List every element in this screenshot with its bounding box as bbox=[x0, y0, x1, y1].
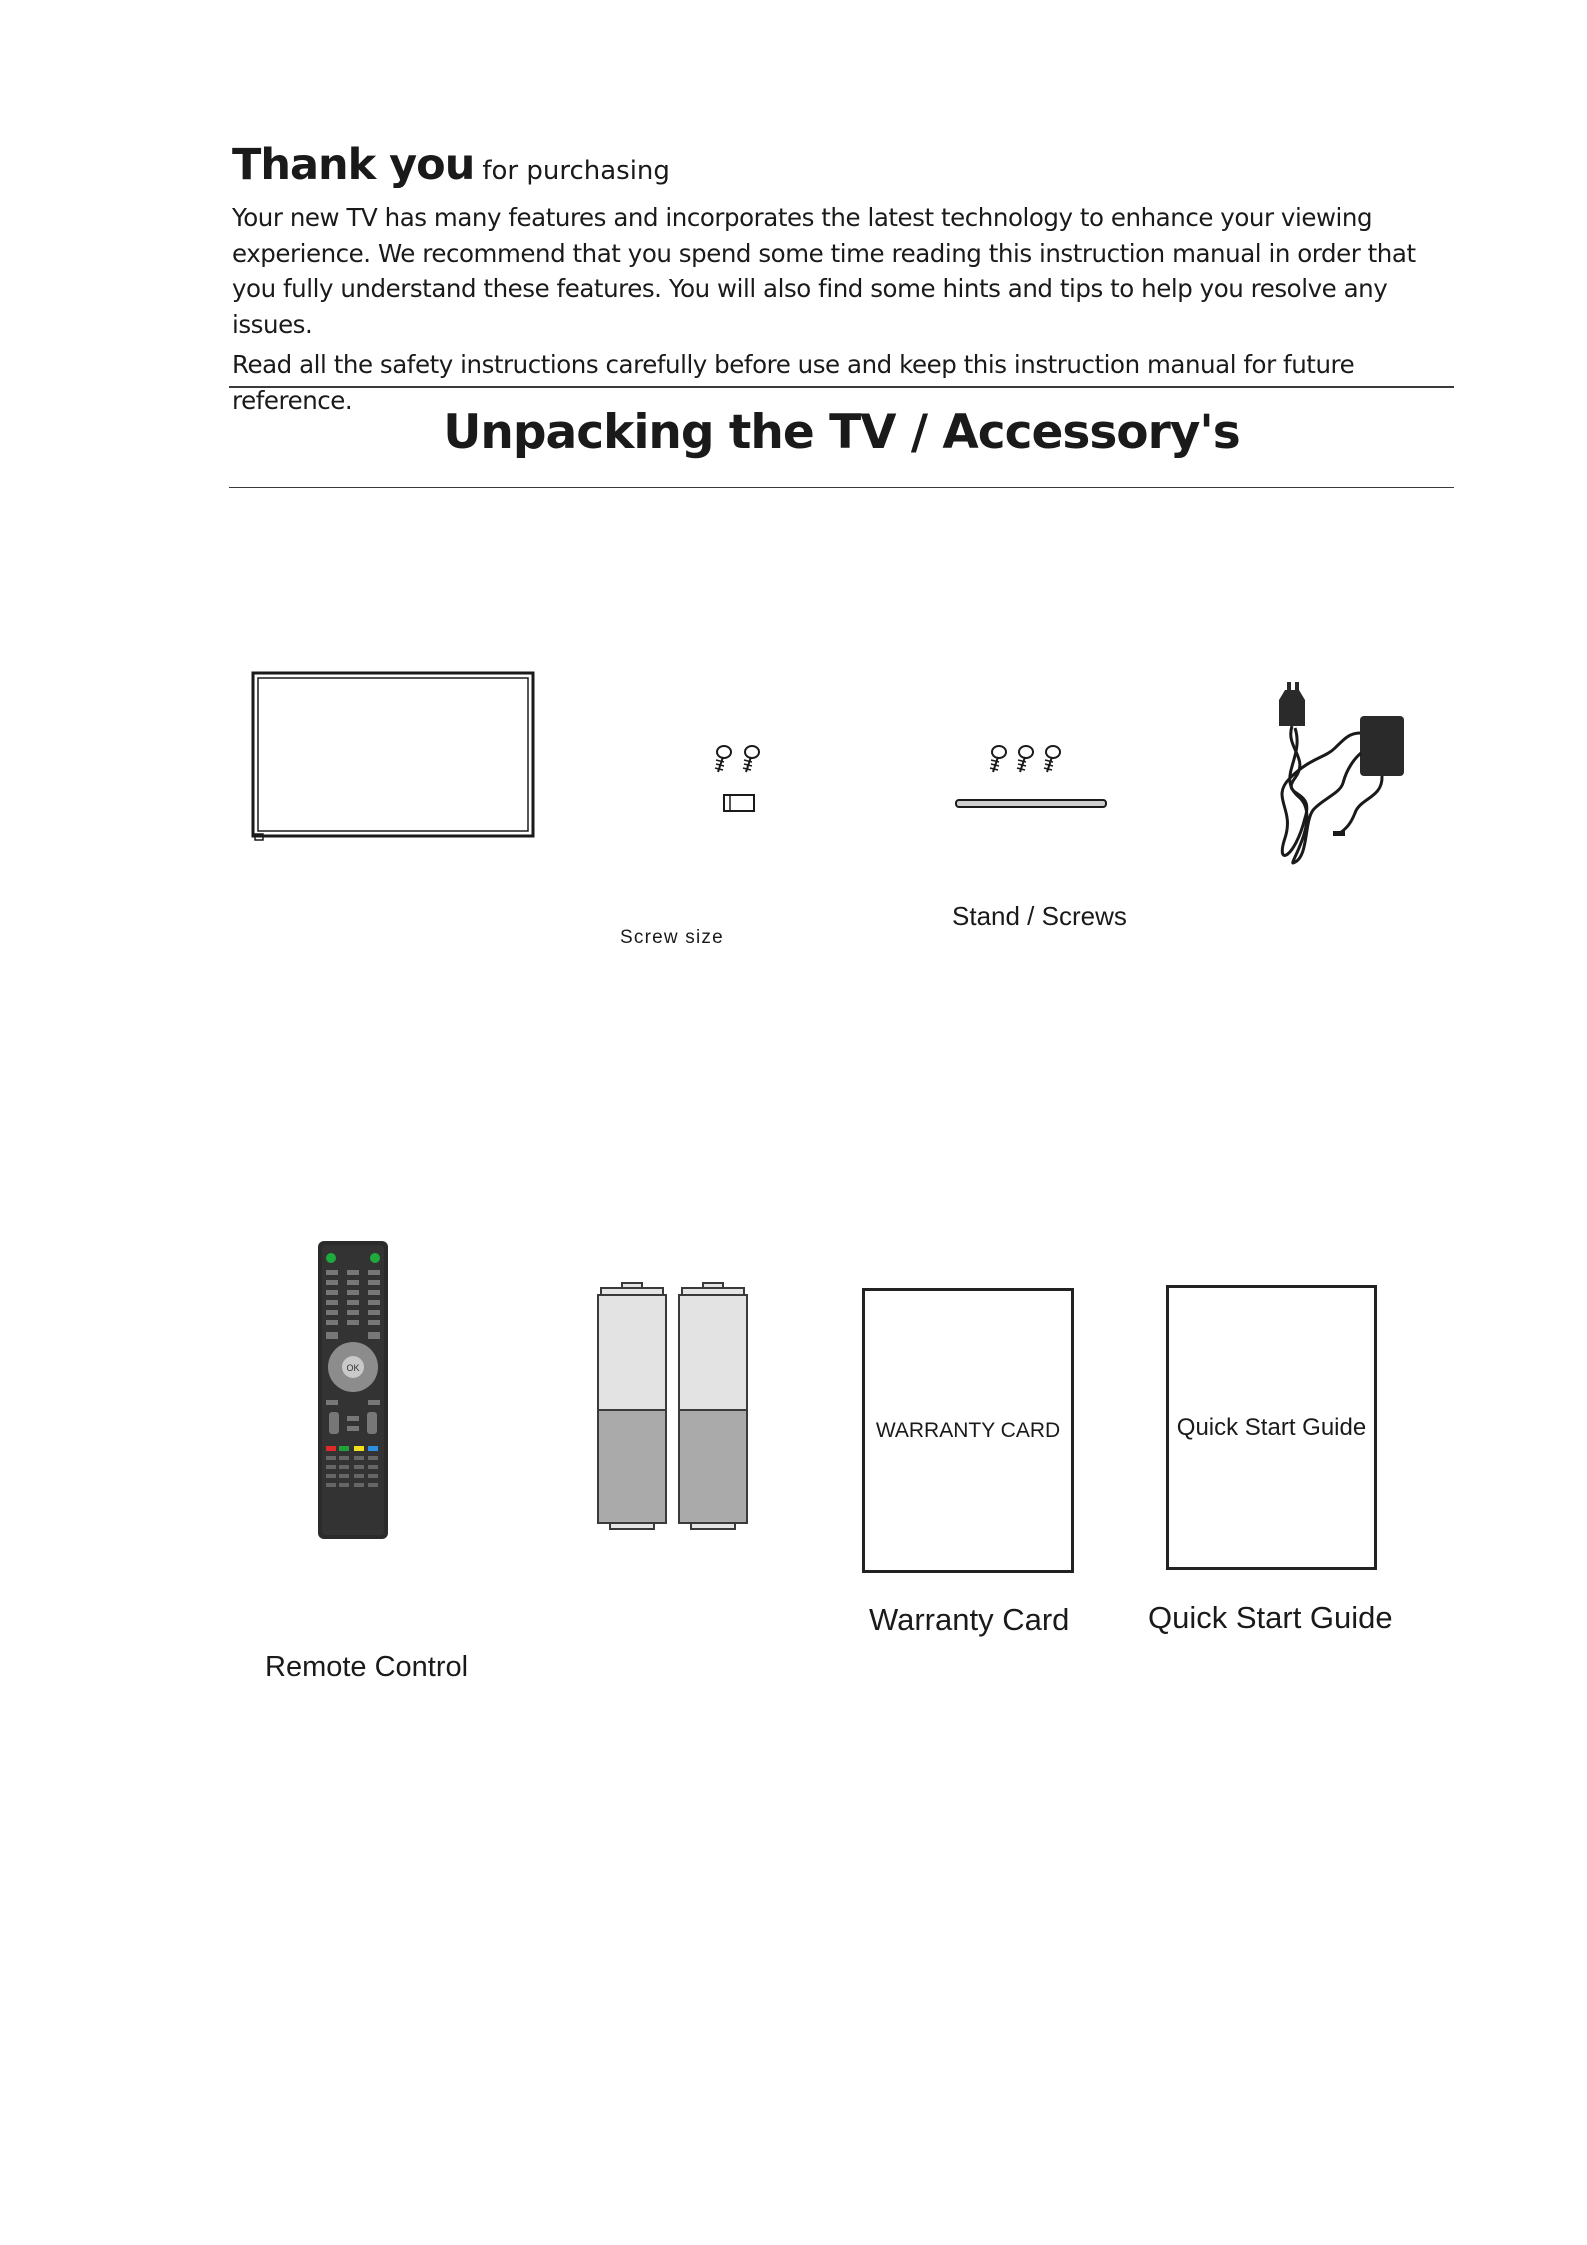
batteries-illustration bbox=[592, 1280, 756, 1536]
section-title: Unpacking the TV / Accessory's bbox=[443, 405, 1240, 460]
intro-paragraph: Your new TV has many features and incorporates the latest technology to enhance your viewing experience. We recommend that you spend some time reading this instruction manual in order that you fully understand these features. You will also find some hints and tips to help you resolve any issues. bbox=[232, 203, 1416, 339]
screw-size-label: Screw size bbox=[620, 927, 724, 948]
stand-screws-illustration bbox=[953, 738, 1113, 818]
warranty-card-text: WARRANTY CARD bbox=[875, 1418, 1061, 1442]
warranty-card-illustration bbox=[862, 1288, 1074, 1573]
thank-you-title: Thank you bbox=[232, 140, 475, 190]
tv-illustration bbox=[250, 670, 540, 846]
stand-screws-label: Stand / Screws bbox=[952, 901, 1127, 931]
section-top-rule bbox=[229, 386, 1454, 388]
power-adapter-illustration bbox=[1265, 688, 1425, 878]
quick-start-guide-text: Quick Start Guide bbox=[1176, 1413, 1367, 1441]
remote-control-label: Remote Control bbox=[265, 1651, 469, 1683]
remote-control-illustration bbox=[317, 1240, 391, 1542]
section-bottom-rule bbox=[229, 487, 1454, 488]
quick-start-guide-illustration bbox=[1166, 1285, 1377, 1570]
warranty-card-label: Warranty Card bbox=[869, 1602, 1070, 1637]
remote-ok-text: OK bbox=[346, 1363, 360, 1373]
for-purchasing-text: for purchasing bbox=[482, 156, 670, 186]
thank-you-heading bbox=[232, 140, 670, 190]
quick-start-guide-label: Quick Start Guide bbox=[1148, 1600, 1393, 1635]
safety-note: Read all the safety instructions carefully before use and keep this instruction manual for future reference. bbox=[232, 350, 1355, 415]
wall-mount-screws-illustration bbox=[710, 738, 770, 818]
